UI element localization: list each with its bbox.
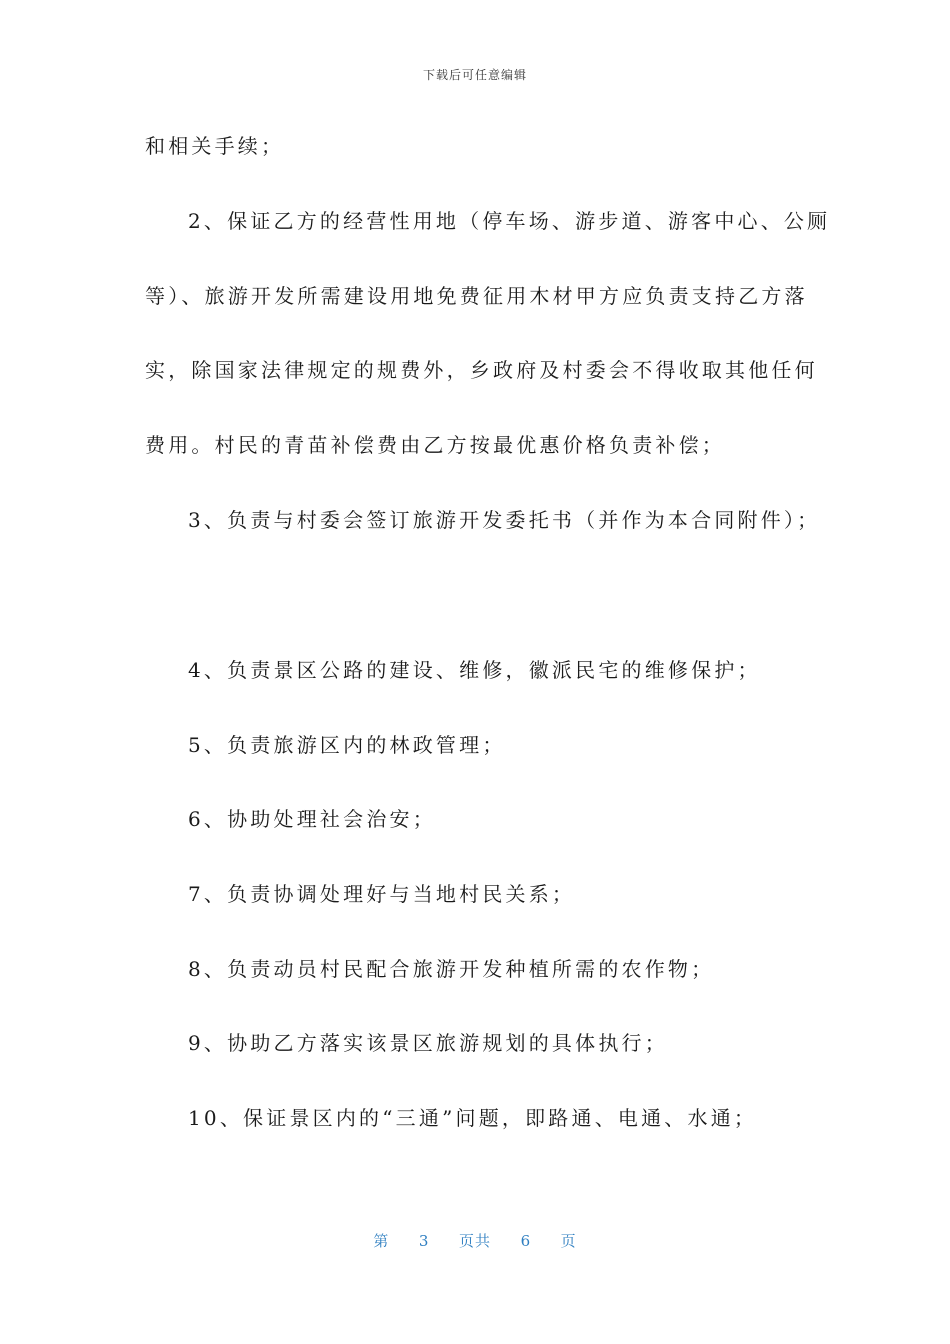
paragraph-line: 10、保证景区内的“三通”问题，即路通、电通、水通； <box>188 1106 758 1130</box>
paragraph-line: 3、负责与村委会签订旅游开发委托书（并作为本合同附件）； <box>188 508 821 532</box>
paragraph-line: 4、负责景区公路的建设、维修，徽派民宅的维修保护； <box>188 658 761 682</box>
page-current: 3 <box>418 1232 430 1250</box>
paragraph-line: 等）、旅游开发所需建设用地免费征用木材甲方应负责支持乙方落 <box>145 284 808 308</box>
paragraph-line: 5、负责旅游区内的林政管理； <box>188 733 506 757</box>
paragraph-line: 9、协助乙方落实该景区旅游规划的具体执行； <box>188 1031 668 1055</box>
paragraph-line: 实，除国家法律规定的规费外，乡政府及村委会不得收取其他任何 <box>145 358 818 382</box>
page-mid: 页共 <box>458 1232 491 1250</box>
page-header-note: 下载后可任意编辑 <box>422 68 527 82</box>
page-suffix: 页 <box>560 1232 577 1250</box>
paragraph-line: 6、协助处理社会治安； <box>188 807 436 831</box>
page-number-footer <box>0 1230 950 1251</box>
paragraph-line: 7、负责协调处理好与当地村民关系； <box>188 882 576 906</box>
page-prefix: 第 <box>373 1232 390 1250</box>
paragraph-line: 2、保证乙方的经营性用地（停车场、游步道、游客中心、公厕 <box>188 209 831 233</box>
page-total: 6 <box>520 1232 532 1250</box>
paragraph-line: 费用。村民的青苗补偿费由乙方按最优惠价格负责补偿； <box>145 433 725 457</box>
paragraph-line: 和相关手续； <box>145 134 285 158</box>
paragraph-line: 8、负责动员村民配合旅游开发种植所需的农作物； <box>188 957 715 981</box>
